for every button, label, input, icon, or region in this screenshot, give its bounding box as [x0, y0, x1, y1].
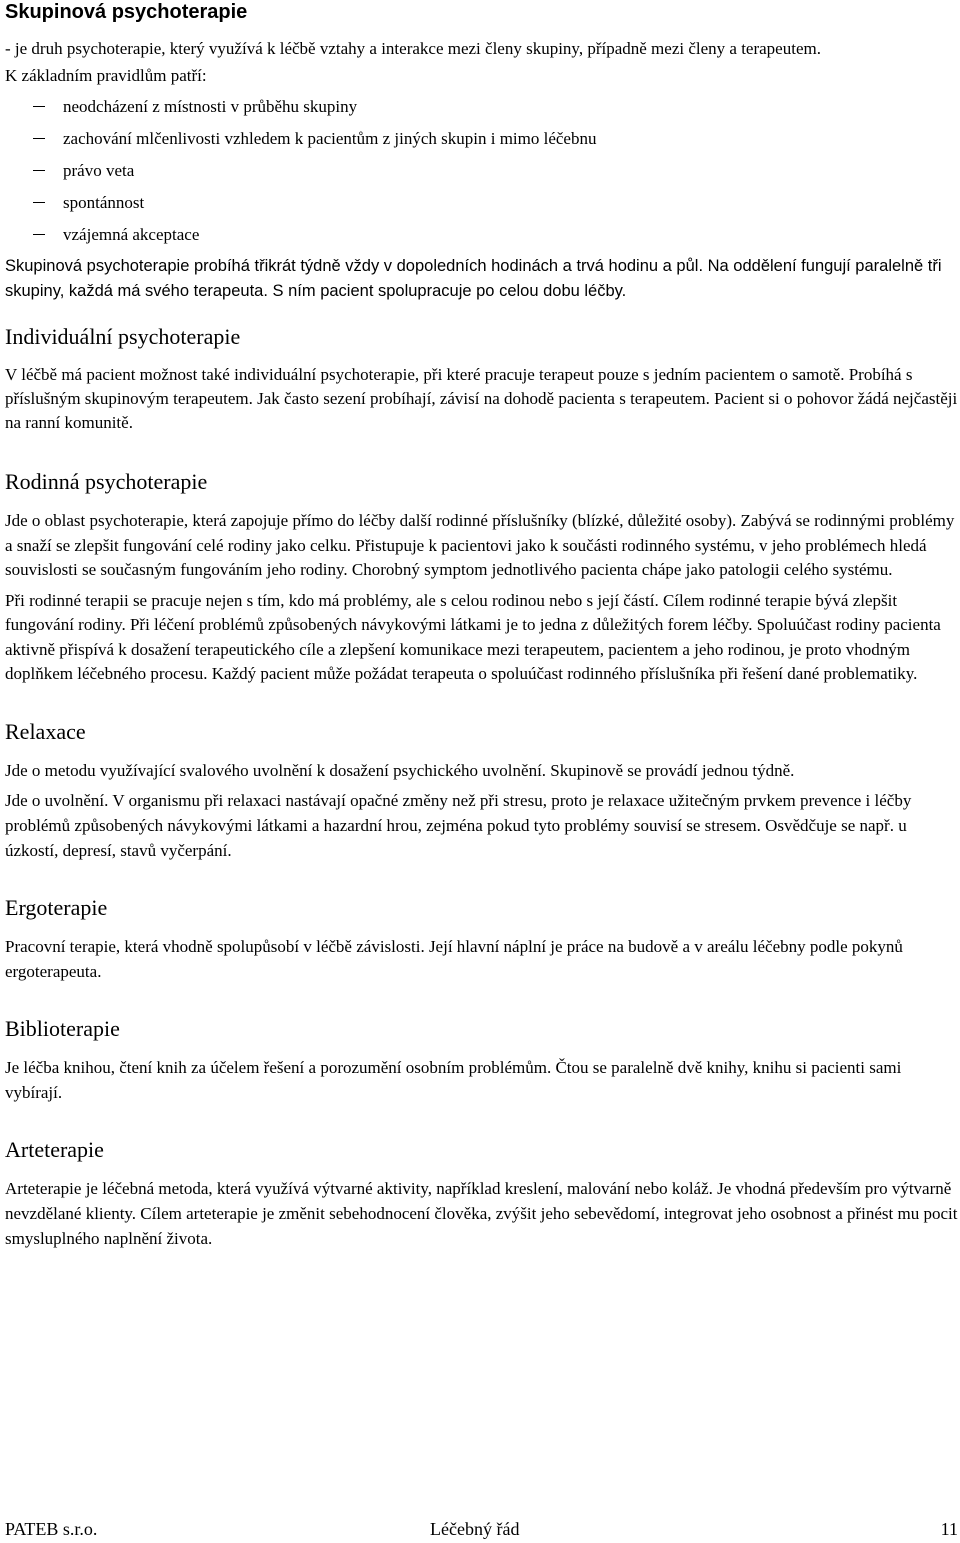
individual-text: V léčbě má pacient možnost také individuální psychoterapie, při které pracuje terapeut pouze s jedním pacientem o samotě. Probíhá s příslušným skupinovým terapeutem. Jak často sezení probíhají, závisí na dohodě pacienta s terapeutem. Pacient si o pohovor žádá nejčastěji na ranní komunitě.	[5, 365, 958, 432]
dash-bullet	[33, 170, 45, 171]
footer-document-title: Léčebný řád	[430, 1519, 520, 1539]
rule-text: zachování mlčenlivosti vzhledem k pacientům z jiných skupin i mimo léčebnu	[63, 129, 597, 148]
list-item	[5, 155, 958, 187]
footer-page-number: 11	[940, 1519, 958, 1539]
list-item	[5, 187, 958, 219]
relaxation-paragraph-1: Jde o metodu využívající svalového uvolnění k dosažení psychického uvolnění. Skupinově se provádí jednou týdně.	[5, 760, 795, 780]
ergotherapy-text: Pracovní terapie, která vhodně spolupůsobí v léčbě závislosti. Její hlavní náplní je práce na budově a v areálu léčebny podle pokynů ergoterapeuta.	[5, 936, 903, 981]
section-title-group-psychotherapy: Skupinová psychoterapie	[5, 1, 248, 23]
list-item	[5, 123, 958, 155]
dash-bullet	[33, 234, 45, 235]
section-individual-psychotherapy	[5, 324, 958, 435]
list-item	[5, 91, 958, 123]
rule-text: vzájemná akceptace	[63, 225, 200, 244]
dash-bullet	[33, 138, 45, 139]
group-rules-list	[5, 91, 958, 251]
section-title-family-psychotherapy: Rodinná psychoterapie	[5, 469, 208, 494]
rule-text: neodcházení z místnosti v průběhu skupiny	[63, 97, 358, 116]
section-title-ergotherapy: Ergoterapie	[5, 894, 108, 920]
bibliotherapy-text: Je léčba knihou, čtení knih za účelem řešení a porozumění osobním problémům. Čtou se paralelně dvě knihy, knihu si pacienti sami vybírají.	[5, 1057, 902, 1102]
footer-company: PATEB s.r.o.	[5, 1519, 98, 1539]
section-family-psychotherapy	[5, 469, 958, 687]
relaxation-paragraph-2: Jde o uvolnění. V organismu při relaxaci nastávají opačné změny než při stresu, proto je relaxace užitečným prvkem prevence i léčby problémů způsobených návykovými látkami a hazardní hrou, zejména pokud tyto problémy souvisí se stresem. Osvědčuje se např. u úzkostí, depresí, stavů vyčerpání.	[5, 790, 912, 860]
rule-text: spontánnost	[63, 193, 145, 212]
rule-text: právo veta	[63, 161, 135, 180]
section-title-individual-psychotherapy: Individuální psychoterapie	[5, 324, 241, 349]
document-page	[5, 0, 958, 1251]
dash-bullet	[33, 202, 45, 203]
group-rules-intro: K základním pravidlům patří:	[5, 66, 207, 85]
section-title-bibliotherapy: Biblioterapie	[5, 1015, 120, 1041]
family-paragraph-1: Jde o oblast psychoterapie, která zapojuje přímo do léčby další rodinné příslušníky (blízké, důležité osoby). Zabývá se rodinnými problémy a snaží se zlepšit fungování celé rodiny jako celku. Přistupuje k pacientovi jako k součásti rodinného systému, v jeho problémech hledá souvislosti se současným fungováním jeho rodiny. Chorobný symptom jednotlivého pacienta chápe jako patologii celého systému.	[5, 511, 955, 579]
dash-bullet	[33, 106, 45, 107]
family-paragraph-2: Při rodinné terapii se pracuje nejen s tím, kdo má problémy, ale s celou rodinou nebo s její částí. Cílem rodinné terapie bývá zlepšit fungování rodiny. Při léčení problémů způsobených návykovými látkami je to jedna z důležitých forem léčby. Spoluúčast rodiny pacienta aktivně přispívá k dosažení terapeutického cíle a zlepšení komunikace mezi terapeutem, pacientem a jeho rodinou, je proto vhodným doplňkem léčebného procesu. Každý pacient může požádat terapeuta o spoluúčast rodinného příslušníka při řešení dané problematiky.	[5, 590, 941, 683]
section-bibliotherapy	[5, 1016, 958, 1105]
section-title-relaxation: Relaxace	[5, 718, 86, 744]
section-ergotherapy	[5, 895, 958, 984]
section-group-psychotherapy	[5, 0, 958, 304]
group-intro-text: - je druh psychoterapie, který využívá k léčbě vztahy a interakce mezi členy skupiny, případně mezi členy a terapeutem.	[5, 39, 821, 58]
list-item	[5, 219, 958, 251]
art-therapy-text: Arteterapie je léčebná metoda, která využívá výtvarné aktivity, například kreslení, malování nebo koláž. Je vhodná především pro výtvarně nevzdělané klienty. Cílem arteterapie je změnit sebehodnocení člověka, zvýšit jeho sebevědomí, integrovat jeho osobnost a přinést mu pocit smysluplného naplnění života.	[5, 1178, 958, 1248]
section-title-art-therapy: Arteterapie	[5, 1136, 104, 1162]
page-footer	[5, 1518, 958, 1540]
section-art-therapy	[5, 1137, 958, 1251]
group-schedule-text: Skupinová psychoterapie probíhá třikrát týdně vždy v dopoledních hodinách a trvá hodinu a půl. Na oddělení fungují paralelně tři skupiny, každá má svého terapeuta. S ním pacient spolupracuje po celou dobu léčby.	[5, 257, 942, 300]
section-relaxation	[5, 719, 958, 863]
